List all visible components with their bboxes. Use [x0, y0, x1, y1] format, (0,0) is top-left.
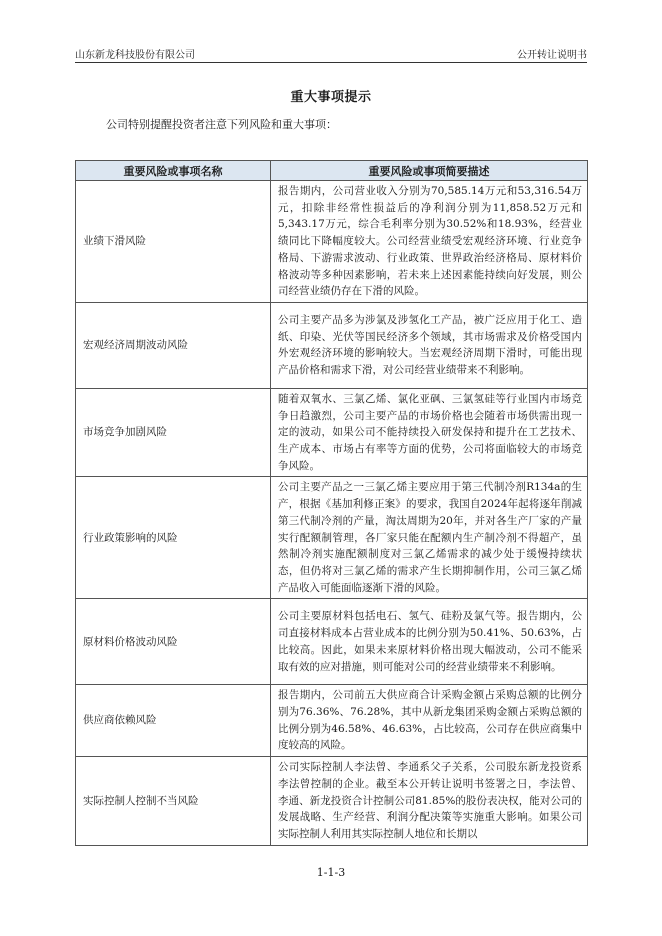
risk-name-cell: 实际控制人控制不当风险 [76, 757, 271, 846]
risk-description-cell: 公司主要产品之一三氯乙烯主要应用于第三代制冷剂R134a的生产，根据《基加利修正案》的要求，我国自2024年起将逐年削减第三代制冷剂的产量，淘汰周期为20年，并对各生产厂家的产量实行配额制管理，各厂家只能在配额内生产制冷剂不得超产，虽然制冷剂实施配额制度对三氯乙烯需求的减少处于缓慢持续状态，但仍将对三氯乙烯的需求产生长期抑制作用，公司三氯乙烯产品收入可能面临逐渐下滑的风险。 [271, 477, 588, 599]
page-number: 1-1-3 [316, 866, 346, 879]
risk-table [75, 160, 588, 846]
risk-description-cell: 报告期内，公司营业收入分别为70,585.14万元和53,316.54万元，扣除非经常性损益后的净利润分别为11,858.52万元和5,343.17万元，综合毛利率分别为30.52%和18.93%，经营业绩同比下降幅度较大。公司经营业绩受宏观经济环境、行业竞争格局、下游需求波动、行业政策、世界政治经济格局、原材料价格波动等多种因素影响，若未来上述因素能持续向好发展，则公司经营业绩仍存在下滑的风险。 [271, 181, 588, 303]
risk-description-cell: 公司主要原材料包括电石、氢气、硅粉及氯气等。报告期内，公司直接材料成本占营业成本的比例分别为50.41%、50.63%，占比较高。因此，如果未来原材料价格出现大幅波动，公司不能采取有效的应对措施，则可能对公司的经营业绩带来不利影响。 [271, 599, 588, 685]
column-header-risk-name: 重要风险或事项名称 [76, 161, 271, 181]
risk-description-cell: 随着双氧水、三氯乙烯、氯化亚砜、三氯氢硅等行业国内市场竞争日趋激烈，公司主要产品的市场价格也会随着市场供需出现一定的波动，如果公司不能持续投入研发保持和提升在工艺技术、生产成本、市场占有率等方面的优势，公司将面临较大的市场竞争风险。 [271, 388, 588, 477]
risk-description-cell: 公司主要产品多为涉氯及涉氢化工产品，被广泛应用于化工、造纸、印染、光伏等国民经济多个领域，其市场需求及价格受国内外宏观经济环境的影响较大。当宏观经济周期下滑时，可能出现产品价格和需求下滑，对公司经营业绩带来不利影响。 [271, 302, 588, 388]
risk-name-cell: 原材料价格波动风险 [76, 599, 271, 685]
risk-description-cell: 报告期内，公司前五大供应商合计采购金额占采购总额的比例分别为76.36%、76.28%，其中从新龙集团采购金额占采购总额的比例分别为46.58%、46.63%，占比较高，公司存在供应商集中度较高的风险。 [271, 685, 588, 757]
risk-description-cell: 公司实际控制人李法曾、李通系父子关系，公司股东新龙投资系李法曾控制的企业。截至本公开转让说明书签署之日，李法曾、李通、新龙投资合计控制公司81.85%的股份表决权，能对公司的发展战略、生产经营、利润分配决策等实施重大影响。如果公司实际控制人利用其实际控制人地位和长期以 [271, 757, 588, 846]
table-row [76, 477, 588, 599]
table-row [76, 388, 588, 477]
risk-name-cell: 业绩下滑风险 [76, 181, 271, 303]
risk-name-cell: 市场竞争加剧风险 [76, 388, 271, 477]
header-company-name: 山东新龙科技股份有限公司 [75, 50, 195, 61]
table-row [76, 302, 588, 388]
table-row [76, 757, 588, 846]
table-row [76, 181, 588, 303]
column-header-risk-description: 重要风险或事项简要描述 [271, 161, 588, 181]
risk-name-cell: 供应商依赖风险 [76, 685, 271, 757]
table-row [76, 685, 588, 757]
header-document-type: 公开转让说明书 [517, 50, 587, 61]
table-row [76, 599, 588, 685]
page-title: 重大事项提示 [290, 90, 372, 105]
table-header-row [76, 161, 588, 181]
page-header [75, 44, 587, 63]
intro-paragraph: 公司特别提醒投资者注意下列风险和重大事项： [106, 118, 337, 131]
risk-name-cell: 行业政策影响的风险 [76, 477, 271, 599]
risk-name-cell: 宏观经济周期波动风险 [76, 302, 271, 388]
